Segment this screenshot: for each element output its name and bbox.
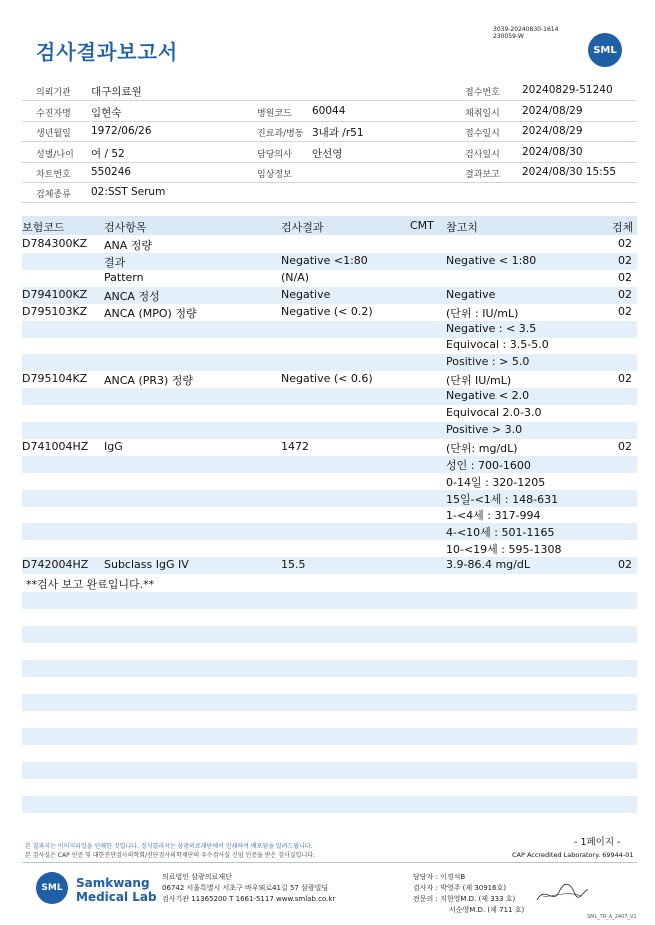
cell-ref: Positive > 3.0 [446, 422, 523, 436]
info-label: 결과보고 [465, 170, 500, 180]
table-row [22, 473, 637, 490]
col-cmt: CMT [410, 219, 434, 232]
info-row-4 [22, 142, 637, 163]
info-label: 접수번호 [465, 88, 500, 98]
info-row-2 [22, 101, 637, 122]
empty-row [22, 762, 637, 779]
col-item: 검사항목 [104, 221, 147, 234]
sml-footer-logo-icon: SML [36, 872, 68, 904]
table-row [22, 388, 637, 405]
brand-name [76, 876, 157, 904]
accreditation-notice: 본 검사실은 CAP 인증 및 대한진단검사의학회/진단검사의학재단의 우수검사실 신임 인증을 받은 검사실입니다. [25, 852, 315, 859]
empty-row [22, 711, 637, 728]
cell-ref: Negative [446, 287, 496, 301]
report-reference [493, 26, 558, 40]
table-row [22, 456, 637, 473]
info-label: 병원코드 [257, 109, 292, 119]
info-value: 550246 [91, 166, 132, 178]
info-value: 02:SST Serum [91, 186, 166, 198]
cell-result: Negative <1:80 [281, 253, 368, 267]
col-result: 검사결과 [281, 221, 324, 234]
cell-spec: 02 [618, 253, 632, 267]
empty-row [22, 813, 637, 830]
col-code: 보험코드 [22, 221, 65, 234]
cell-result: (N/A) [281, 270, 310, 284]
info-label: 수진자명 [36, 109, 71, 119]
footer-divider [22, 862, 637, 863]
cell-ref: 0-14일 : 320-1205 [446, 475, 546, 489]
cell-item: 결과 [104, 255, 126, 269]
table-row [22, 337, 637, 354]
info-value: 임현숙 [91, 107, 122, 119]
sign-line-2: 검사자 : 박영주 (제 30916호) [413, 884, 507, 892]
info-value: 1972/06/26 [91, 125, 152, 137]
ref-line-2: 230059-W [493, 33, 524, 40]
info-value: 여 / 52 [91, 148, 125, 160]
table-row [22, 270, 637, 287]
table-row [22, 422, 637, 439]
info-value: 60044 [312, 105, 346, 117]
info-label: 생년월일 [36, 129, 71, 139]
info-value: 안선영 [312, 148, 343, 160]
cell-ref: 3.9-86.4 mg/dL [446, 558, 530, 572]
cell-ref: 4-<10세 : 501-1165 [446, 526, 555, 540]
info-row-6 [22, 182, 637, 203]
form-code: SML_TR_A_2407_V1 [587, 914, 637, 920]
table-row [22, 236, 637, 253]
cell-spec: 02 [618, 304, 632, 318]
empty-row [22, 745, 637, 762]
info-value: 2024/08/30 15:55 [522, 166, 617, 178]
info-value: 2024/08/29 [522, 125, 583, 137]
info-label: 검체종류 [36, 190, 71, 200]
table-row [22, 371, 637, 388]
cap-accreditation: CAP Accredited Laboratory. 69944-01 [512, 851, 634, 859]
info-row-3 [22, 121, 637, 142]
table-row [22, 405, 637, 422]
print-notice: 본 결과지는 이미지파일을 인쇄한 것입니다. 정식결과지는 삼광의료재단에서 인쇄하여 배포됨을 알려드립니다. [25, 843, 313, 850]
table-row [22, 490, 637, 507]
info-label: 임상정보 [257, 170, 292, 180]
info-label: 진료과/병동 [257, 129, 304, 139]
cell-code: D794100KZ [22, 287, 88, 301]
table-row [22, 321, 637, 338]
info-value: 20240829-51240 [522, 84, 613, 96]
cell-result: 1472 [281, 439, 309, 453]
cell-spec: 02 [618, 287, 632, 301]
cell-ref: Positive : > 5.0 [446, 355, 530, 369]
empty-row [22, 796, 637, 813]
signatories [413, 872, 524, 916]
empty-row [22, 626, 637, 643]
info-value: 2024/08/29 [522, 105, 583, 117]
cell-spec: 02 [618, 237, 632, 250]
brand-line-1: Samkwang [76, 876, 150, 890]
table-row [22, 523, 637, 540]
sign-line-3: 전문의 : 지현영M.D. (제 333 호) [413, 895, 516, 903]
info-value: 2024/08/30 [522, 146, 583, 158]
sml-logo-icon: SML [588, 33, 622, 67]
cell-result: Negative (< 0.2) [281, 304, 373, 318]
cell-code: D742004HZ [22, 558, 89, 572]
info-row-5 [22, 162, 637, 183]
empty-row [22, 728, 637, 745]
cell-ref: 1-<4세 : 317-994 [446, 509, 541, 523]
cell-code: D784300KZ [22, 237, 88, 250]
cell-ref: (단위 : IU/mL) [446, 306, 519, 320]
addr-line-3: 검사기관 11365200 T 1661-5117 www.smlab.co.kr [162, 895, 336, 903]
sign-line-4: 서순영M.D. (제 711 호) [449, 906, 525, 914]
cell-code: D795103KZ [22, 304, 88, 318]
empty-row [22, 592, 637, 609]
cell-item: ANCA (MPO) 정량 [104, 306, 197, 320]
page-number: - 1페이지 - [574, 837, 621, 848]
empty-row [22, 677, 637, 694]
cell-item: IgG [104, 439, 123, 453]
info-label: 접수일시 [465, 129, 500, 139]
info-value: 대구의료원 [91, 86, 142, 98]
empty-row [22, 609, 637, 626]
ref-line-1: 3039-20240830-1614 [493, 26, 559, 33]
empty-row [22, 660, 637, 677]
cell-item: ANCA 정성 [104, 289, 160, 303]
empty-row [22, 779, 637, 796]
addr-line-1: 의료법인 삼광의료재단 [162, 873, 232, 881]
cell-result: 15.5 [281, 558, 306, 572]
cell-ref: 성인 : 700-1600 [446, 458, 531, 472]
col-ref: 참고치 [446, 221, 478, 234]
lab-address [162, 872, 335, 905]
cell-spec: 02 [618, 439, 632, 453]
cell-item: Subclass IgG IV [104, 558, 189, 572]
cell-spec: 02 [618, 372, 632, 386]
cell-item: ANA 정량 [104, 239, 153, 252]
cell-ref: Equivocal : 3.5-5.0 [446, 338, 549, 352]
table-row [22, 253, 637, 270]
table-row [22, 304, 637, 321]
info-label: 채취일시 [465, 109, 500, 119]
cell-ref: Equivocal 2.0-3.0 [446, 406, 542, 419]
info-label: 의뢰기관 [36, 88, 71, 98]
cell-ref: Negative < 1:80 [446, 253, 537, 267]
completion-note: **검사 보고 완료입니다.** [26, 578, 155, 591]
cell-code: D795104KZ [22, 372, 88, 386]
cell-spec: 02 [618, 558, 632, 572]
table-row [22, 287, 637, 304]
info-label: 성별/나이 [36, 150, 74, 160]
cell-result: Negative [281, 287, 331, 301]
cell-ref: Negative < 2.0 [446, 389, 530, 403]
cell-item: ANCA (PR3) 정량 [104, 374, 194, 388]
cell-ref: (단위: mg/dL) [446, 441, 518, 455]
cell-code: D741004HZ [22, 439, 89, 453]
info-value: 3내과 /r51 [312, 127, 364, 139]
table-row [22, 506, 637, 523]
cell-ref: Negative : < 3.5 [446, 321, 537, 335]
table-row [22, 557, 637, 574]
cell-ref: 10-<19세 : 595-1308 [446, 543, 562, 557]
cell-ref: (단위 IU/mL) [446, 374, 512, 388]
brand-line-2: Medical Lab [76, 890, 157, 904]
table-row [22, 540, 637, 557]
page-title: 검사결과보고서 [36, 40, 179, 64]
info-row-1 [22, 80, 637, 101]
col-spec: 검체 [612, 221, 634, 234]
empty-row [22, 643, 637, 660]
signature-icon [535, 880, 590, 908]
table-row [22, 439, 637, 456]
table-row [22, 354, 637, 371]
info-label: 검사일시 [465, 150, 500, 160]
results-table-header [22, 216, 637, 235]
cell-result: Negative (< 0.6) [281, 372, 373, 386]
empty-row [22, 694, 637, 711]
info-label: 차트번호 [36, 170, 71, 180]
addr-line-2: 06742 서울특별시 서초구 바우뫼로41길 57 삼광빌딩 [162, 884, 329, 892]
info-label: 담당의사 [257, 150, 292, 160]
cell-spec: 02 [618, 270, 632, 284]
sign-line-1: 담당자 : 이경석B [413, 873, 466, 881]
cell-ref: 15일-<1세 : 148-631 [446, 492, 559, 506]
cell-item: Pattern [104, 270, 144, 284]
